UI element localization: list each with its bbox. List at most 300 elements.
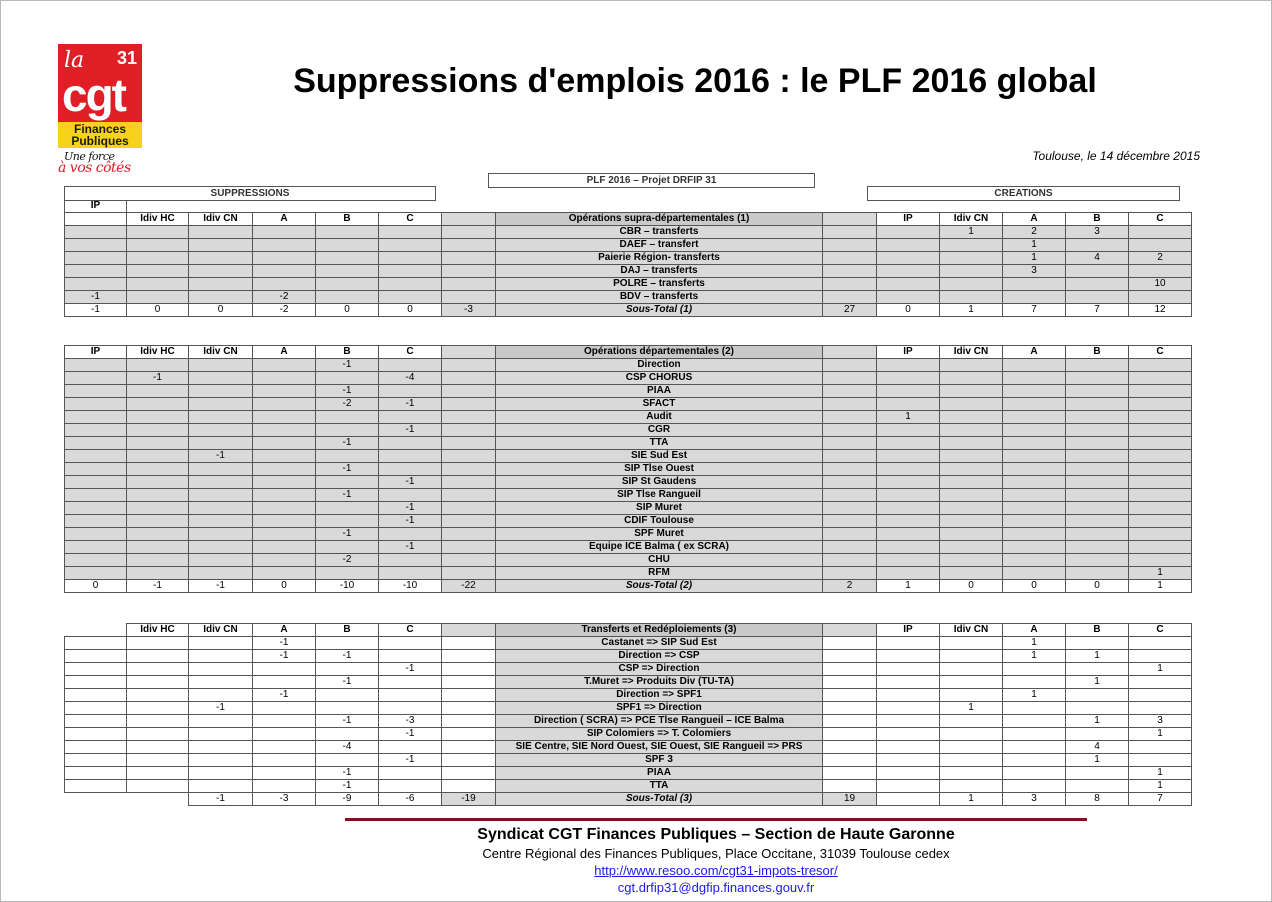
data-cell <box>65 528 127 541</box>
data-cell: -1 <box>189 450 253 463</box>
data-cell <box>940 265 1003 278</box>
logo-band-line2: Publiques <box>71 134 129 148</box>
operation-label: SIP Tlse Rangueil <box>496 489 823 502</box>
data-cell <box>940 780 1003 793</box>
data-cell <box>823 515 877 528</box>
data-cell <box>1003 411 1066 424</box>
total-cell: 7 <box>1066 304 1129 317</box>
data-cell <box>940 291 1003 304</box>
data-cell <box>65 463 127 476</box>
data-cell <box>442 780 496 793</box>
data-cell <box>1003 291 1066 304</box>
total-cell: -1 <box>65 304 127 317</box>
data-cell <box>442 754 496 767</box>
data-cell <box>877 528 940 541</box>
transfers-table <box>64 623 1192 806</box>
data-cell <box>189 502 253 515</box>
logo-band-line1: Finances <box>73 122 127 136</box>
header-cell <box>442 213 496 226</box>
data-cell <box>1066 265 1129 278</box>
operation-label: SIP Colomiers => T. Colomiers <box>496 728 823 741</box>
data-cell <box>189 398 253 411</box>
data-cell <box>379 411 442 424</box>
data-cell <box>1003 437 1066 450</box>
data-cell <box>316 754 379 767</box>
data-cell <box>823 437 877 450</box>
total-cell: 1 <box>877 580 940 593</box>
table-header-row <box>65 213 1192 226</box>
data-cell <box>877 398 940 411</box>
data-cell <box>253 265 316 278</box>
data-cell <box>253 372 316 385</box>
data-cell <box>940 476 1003 489</box>
data-cell <box>379 226 442 239</box>
data-cell <box>253 450 316 463</box>
operation-label: SIP Tlse Ouest <box>496 463 823 476</box>
operation-label: SPF Muret <box>496 528 823 541</box>
data-cell <box>253 476 316 489</box>
data-cell <box>1003 278 1066 291</box>
subtotal-label: Sous-Total (1) <box>496 304 823 317</box>
column-header: B <box>316 624 379 637</box>
operation-label: TTA <box>496 780 823 793</box>
data-cell <box>65 424 127 437</box>
data-cell <box>1066 278 1129 291</box>
data-cell <box>442 741 496 754</box>
data-cell <box>379 741 442 754</box>
data-cell <box>379 528 442 541</box>
data-cell <box>877 476 940 489</box>
data-cell <box>379 265 442 278</box>
total-cell: 0 <box>1003 580 1066 593</box>
data-cell <box>442 650 496 663</box>
data-cell <box>253 567 316 580</box>
data-cell <box>253 252 316 265</box>
table-row <box>65 463 1192 476</box>
data-cell: -1 <box>316 463 379 476</box>
project-header: PLF 2016 – Projet DRFIP 31 <box>488 173 815 188</box>
data-cell <box>1129 265 1192 278</box>
table-row <box>65 291 1192 304</box>
total-cell: -1 <box>127 580 189 593</box>
data-cell <box>189 715 253 728</box>
table-row <box>65 239 1192 252</box>
data-cell <box>127 476 189 489</box>
data-cell <box>127 489 189 502</box>
data-cell <box>877 291 940 304</box>
operation-label: CBR – transferts <box>496 226 823 239</box>
data-cell <box>1003 541 1066 554</box>
data-cell <box>442 437 496 450</box>
footer-email-link[interactable]: cgt.drfip31@dgfip.finances.gouv.fr <box>617 880 815 895</box>
data-cell <box>823 528 877 541</box>
data-cell <box>823 239 877 252</box>
subtotal-label: Sous-Total (3) <box>496 793 823 806</box>
column-header: Idiv CN <box>940 346 1003 359</box>
data-cell <box>823 252 877 265</box>
data-cell <box>189 476 253 489</box>
data-cell <box>940 385 1003 398</box>
operation-label: DAJ – transferts <box>496 265 823 278</box>
data-cell: -2 <box>316 398 379 411</box>
data-cell <box>379 702 442 715</box>
total-cell: 0 <box>65 580 127 593</box>
creations-header: CREATIONS <box>867 186 1180 201</box>
data-cell: -1 <box>316 650 379 663</box>
table-row <box>65 450 1192 463</box>
data-cell <box>940 463 1003 476</box>
data-cell <box>823 291 877 304</box>
data-cell <box>877 702 940 715</box>
data-cell <box>379 567 442 580</box>
data-cell <box>65 502 127 515</box>
data-cell <box>1066 528 1129 541</box>
data-cell <box>1129 741 1192 754</box>
data-cell <box>1129 528 1192 541</box>
data-cell <box>823 689 877 702</box>
data-cell <box>442 767 496 780</box>
data-cell <box>940 728 1003 741</box>
data-cell <box>189 741 253 754</box>
data-cell <box>253 226 316 239</box>
data-cell <box>127 663 189 676</box>
data-cell <box>65 780 127 793</box>
data-cell <box>1003 385 1066 398</box>
data-cell <box>253 359 316 372</box>
data-cell <box>823 502 877 515</box>
data-cell <box>940 252 1003 265</box>
data-cell <box>1066 291 1129 304</box>
data-cell <box>316 476 379 489</box>
column-header: Idiv CN <box>940 213 1003 226</box>
table-row <box>65 663 1192 676</box>
data-cell <box>253 502 316 515</box>
data-cell <box>877 502 940 515</box>
data-cell <box>877 676 940 689</box>
logo-cgt-text: cgt <box>62 69 125 121</box>
data-cell <box>316 663 379 676</box>
data-cell <box>940 359 1003 372</box>
data-cell <box>1066 372 1129 385</box>
table-row <box>65 226 1192 239</box>
data-cell <box>1003 767 1066 780</box>
data-cell <box>127 728 189 741</box>
data-cell <box>127 650 189 663</box>
table-row <box>65 385 1192 398</box>
data-cell <box>65 728 127 741</box>
column-header: IP <box>65 346 127 359</box>
data-cell <box>1066 728 1129 741</box>
dateline: Toulouse, le 14 décembre 2015 <box>1032 149 1200 163</box>
data-cell <box>127 239 189 252</box>
data-cell <box>442 676 496 689</box>
data-cell <box>1066 780 1129 793</box>
data-cell <box>1129 676 1192 689</box>
data-cell: -1 <box>253 637 316 650</box>
data-cell <box>1129 450 1192 463</box>
data-cell <box>1066 450 1129 463</box>
data-cell <box>823 650 877 663</box>
data-cell <box>823 359 877 372</box>
data-cell: -1 <box>379 754 442 767</box>
data-cell <box>1003 780 1066 793</box>
data-cell: -1 <box>379 502 442 515</box>
total-cell: -6 <box>379 793 442 806</box>
data-cell <box>442 372 496 385</box>
data-cell <box>877 554 940 567</box>
data-cell <box>877 650 940 663</box>
data-cell <box>1003 567 1066 580</box>
data-cell <box>823 554 877 567</box>
operation-label: Equipe ICE Balma ( ex SCRA) <box>496 541 823 554</box>
data-cell <box>65 359 127 372</box>
data-cell <box>189 239 253 252</box>
data-cell <box>442 541 496 554</box>
data-cell: 1 <box>1003 239 1066 252</box>
data-cell <box>823 226 877 239</box>
data-cell <box>379 463 442 476</box>
data-cell <box>823 450 877 463</box>
data-cell: 3 <box>1129 715 1192 728</box>
suppressions-header: SUPPRESSIONS <box>64 186 436 201</box>
data-cell <box>65 489 127 502</box>
data-cell <box>189 411 253 424</box>
data-cell <box>1129 398 1192 411</box>
data-cell <box>877 424 940 437</box>
data-cell: 1 <box>940 226 1003 239</box>
data-cell <box>877 437 940 450</box>
total-cell: -19 <box>442 793 496 806</box>
data-cell <box>127 226 189 239</box>
data-cell: 1 <box>940 702 1003 715</box>
data-cell <box>877 637 940 650</box>
table-row <box>65 650 1192 663</box>
total-cell: 0 <box>189 304 253 317</box>
table-row <box>65 767 1192 780</box>
column-header: A <box>253 213 316 226</box>
data-cell <box>1066 689 1129 702</box>
data-cell <box>442 278 496 291</box>
data-cell <box>65 567 127 580</box>
data-cell <box>253 398 316 411</box>
data-cell: -4 <box>316 741 379 754</box>
operation-label: CSP => Direction <box>496 663 823 676</box>
operation-label: SIP St Gaudens <box>496 476 823 489</box>
header-cell <box>823 346 877 359</box>
data-cell <box>316 702 379 715</box>
data-cell <box>823 398 877 411</box>
data-cell <box>1129 411 1192 424</box>
total-cell <box>65 793 127 806</box>
data-cell <box>940 689 1003 702</box>
data-cell <box>379 554 442 567</box>
total-cell: 1 <box>940 793 1003 806</box>
data-cell <box>442 385 496 398</box>
data-cell <box>65 385 127 398</box>
data-cell: 1 <box>1003 637 1066 650</box>
data-cell <box>253 741 316 754</box>
total-cell: -2 <box>253 304 316 317</box>
table-row <box>65 278 1192 291</box>
header-cell <box>823 213 877 226</box>
table-row <box>65 372 1192 385</box>
data-cell: -1 <box>379 663 442 676</box>
data-cell <box>189 359 253 372</box>
column-header: Idiv HC <box>127 213 189 226</box>
data-cell <box>442 502 496 515</box>
data-cell <box>1129 702 1192 715</box>
data-cell <box>189 728 253 741</box>
data-cell <box>877 754 940 767</box>
data-cell: -1 <box>316 780 379 793</box>
data-cell <box>1129 463 1192 476</box>
data-cell <box>253 702 316 715</box>
table-row <box>65 398 1192 411</box>
data-cell <box>379 489 442 502</box>
data-cell: 1 <box>1003 650 1066 663</box>
total-cell: -10 <box>379 580 442 593</box>
data-cell: -1 <box>316 767 379 780</box>
logo-tagline-1: Une force <box>64 150 115 163</box>
data-cell <box>1003 728 1066 741</box>
footer-address: Centre Régional des Finances Publiques, Place Occitane, 31039 Toulouse cedex <box>482 846 950 861</box>
data-cell <box>65 252 127 265</box>
data-cell: 1 <box>1003 252 1066 265</box>
data-cell <box>127 715 189 728</box>
operation-label: SIE Centre, SIE Nord Ouest, SIE Ouest, SIE Rangueil => PRS <box>496 741 823 754</box>
data-cell <box>253 437 316 450</box>
total-cell: -9 <box>316 793 379 806</box>
data-cell <box>442 463 496 476</box>
data-cell <box>823 676 877 689</box>
data-cell: 1 <box>1129 567 1192 580</box>
departmental-table <box>64 345 1192 593</box>
supra-departmental-table <box>64 212 1192 317</box>
table-row <box>65 424 1192 437</box>
column-header: B <box>1066 346 1129 359</box>
data-cell <box>189 541 253 554</box>
data-cell <box>65 398 127 411</box>
data-cell: -1 <box>65 291 127 304</box>
data-cell <box>65 226 127 239</box>
header-cell <box>442 346 496 359</box>
data-cell <box>1129 291 1192 304</box>
data-cell <box>127 385 189 398</box>
data-cell <box>940 767 1003 780</box>
data-cell: 1 <box>1003 689 1066 702</box>
total-cell: 0 <box>940 580 1003 593</box>
column-header: A <box>1003 213 1066 226</box>
total-cell: 0 <box>1066 580 1129 593</box>
column-header: B <box>316 213 379 226</box>
data-cell <box>940 528 1003 541</box>
operation-label: Direction <box>496 359 823 372</box>
data-cell <box>442 411 496 424</box>
data-cell <box>1003 715 1066 728</box>
column-header: Idiv CN <box>940 624 1003 637</box>
table-row <box>65 780 1192 793</box>
data-cell <box>316 291 379 304</box>
data-cell <box>823 411 877 424</box>
data-cell <box>379 450 442 463</box>
data-cell <box>1129 372 1192 385</box>
data-cell: -1 <box>379 515 442 528</box>
data-cell: 1 <box>1066 754 1129 767</box>
data-cell <box>940 741 1003 754</box>
total-cell: 7 <box>1129 793 1192 806</box>
data-cell <box>316 728 379 741</box>
column-header <box>65 624 127 637</box>
table-row <box>65 728 1192 741</box>
data-cell: -1 <box>316 437 379 450</box>
data-cell <box>940 663 1003 676</box>
data-cell <box>253 754 316 767</box>
data-cell <box>127 411 189 424</box>
data-cell <box>189 650 253 663</box>
data-cell <box>1129 476 1192 489</box>
operation-label: POLRE – transferts <box>496 278 823 291</box>
data-cell <box>823 754 877 767</box>
total-cell: 27 <box>823 304 877 317</box>
data-cell <box>189 754 253 767</box>
data-cell <box>127 689 189 702</box>
data-cell <box>442 567 496 580</box>
data-cell <box>127 463 189 476</box>
total-cell: 0 <box>316 304 379 317</box>
table-row <box>65 411 1192 424</box>
data-cell <box>379 359 442 372</box>
data-cell <box>65 715 127 728</box>
data-cell <box>316 689 379 702</box>
data-cell <box>1066 489 1129 502</box>
data-cell <box>316 424 379 437</box>
data-cell <box>65 554 127 567</box>
data-cell <box>877 450 940 463</box>
data-cell <box>127 541 189 554</box>
column-header: IP <box>877 346 940 359</box>
data-cell <box>253 541 316 554</box>
footer-url-link[interactable]: http://www.resoo.com/cgt31-impots-tresor/ <box>594 863 838 878</box>
data-cell <box>823 567 877 580</box>
data-cell <box>1003 463 1066 476</box>
total-cell: -3 <box>442 304 496 317</box>
total-cell: 0 <box>127 304 189 317</box>
data-cell <box>189 489 253 502</box>
data-cell <box>442 663 496 676</box>
data-cell <box>1003 754 1066 767</box>
total-cell: -22 <box>442 580 496 593</box>
data-cell <box>1129 489 1192 502</box>
data-cell <box>1066 554 1129 567</box>
data-cell <box>1066 567 1129 580</box>
table-row <box>65 541 1192 554</box>
data-cell: -1 <box>253 689 316 702</box>
data-cell <box>823 385 877 398</box>
data-cell <box>877 359 940 372</box>
data-cell <box>1129 689 1192 702</box>
data-cell <box>253 728 316 741</box>
data-cell <box>877 663 940 676</box>
data-cell: -1 <box>316 489 379 502</box>
table-row <box>65 359 1192 372</box>
data-cell <box>940 372 1003 385</box>
data-cell <box>823 702 877 715</box>
data-cell <box>442 702 496 715</box>
data-cell <box>127 359 189 372</box>
data-cell: 3 <box>1066 226 1129 239</box>
data-cell <box>127 252 189 265</box>
total-cell: -10 <box>316 580 379 593</box>
